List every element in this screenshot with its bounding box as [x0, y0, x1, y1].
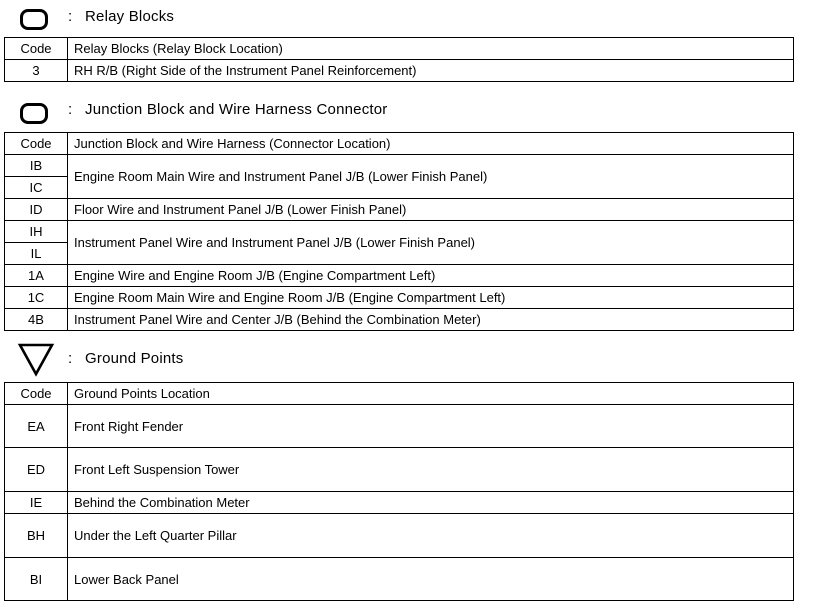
ground-table [4, 382, 794, 601]
table-header-row [5, 383, 794, 405]
table-row [5, 558, 794, 601]
code-cell: 1C [5, 287, 68, 309]
location-cell: Instrument Panel Wire and Instrument Panel J/B (Lower Finish Panel) [68, 221, 794, 265]
code-cell: 3 [5, 60, 68, 82]
code-header: Code [5, 38, 68, 60]
code-cell: ID [5, 199, 68, 221]
relay-table [4, 37, 794, 82]
code-cell: IH [5, 221, 68, 243]
code-header: Code [5, 133, 68, 155]
code-cell: EA [5, 405, 68, 448]
relay-block-symbol-icon [20, 9, 48, 30]
junction-colon: : [68, 101, 73, 118]
code-cell: IL [5, 243, 68, 265]
table-header-row [5, 133, 794, 155]
ground-point-triangle-icon [18, 343, 54, 377]
relay-section-title: Relay Blocks [85, 8, 175, 25]
table-row [5, 287, 794, 309]
location-cell: Front Right Fender [68, 405, 794, 448]
location-cell: Instrument Panel Wire and Center J/B (Behind the Combination Meter) [68, 309, 794, 331]
code-cell: BI [5, 558, 68, 601]
location-header: Junction Block and Wire Harness (Connector Location) [68, 133, 794, 155]
junction-section-title: Junction Block and Wire Harness Connector [85, 101, 388, 118]
table-row [5, 199, 794, 221]
location-cell: Front Left Suspension Tower [68, 448, 794, 492]
ground-colon: : [68, 350, 73, 367]
location-cell: Behind the Combination Meter [68, 492, 794, 514]
relay-colon: : [68, 8, 73, 25]
code-cell: BH [5, 514, 68, 558]
ground-section-header [0, 343, 816, 375]
table-row [5, 492, 794, 514]
location-cell: Engine Room Main Wire and Engine Room J/B (Engine Compartment Left) [68, 287, 794, 309]
code-cell: IB [5, 155, 68, 177]
ground-section-title: Ground Points [85, 350, 184, 367]
location-cell: RH R/B (Right Side of the Instrument Panel Reinforcement) [68, 60, 794, 82]
junction-block-symbol-icon [20, 103, 48, 124]
table-row [5, 405, 794, 448]
location-cell: Lower Back Panel [68, 558, 794, 601]
table-row [5, 448, 794, 492]
location-cell: Engine Wire and Engine Room J/B (Engine Compartment Left) [68, 265, 794, 287]
table-row [5, 221, 794, 243]
location-header: Ground Points Location [68, 383, 794, 405]
code-cell: IC [5, 177, 68, 199]
code-cell: IE [5, 492, 68, 514]
location-cell: Floor Wire and Instrument Panel J/B (Lower Finish Panel) [68, 199, 794, 221]
table-row [5, 309, 794, 331]
code-cell: 1A [5, 265, 68, 287]
table-row [5, 60, 794, 82]
code-header: Code [5, 383, 68, 405]
code-cell: 4B [5, 309, 68, 331]
code-cell: ED [5, 448, 68, 492]
junction-section-header [0, 95, 816, 127]
location-cell: Engine Room Main Wire and Instrument Panel J/B (Lower Finish Panel) [68, 155, 794, 199]
location-header: Relay Blocks (Relay Block Location) [68, 38, 794, 60]
relay-section-header [0, 2, 816, 34]
table-row [5, 514, 794, 558]
table-row [5, 265, 794, 287]
table-row [5, 155, 794, 177]
junction-table [4, 132, 794, 331]
table-header-row [5, 38, 794, 60]
location-cell: Under the Left Quarter Pillar [68, 514, 794, 558]
